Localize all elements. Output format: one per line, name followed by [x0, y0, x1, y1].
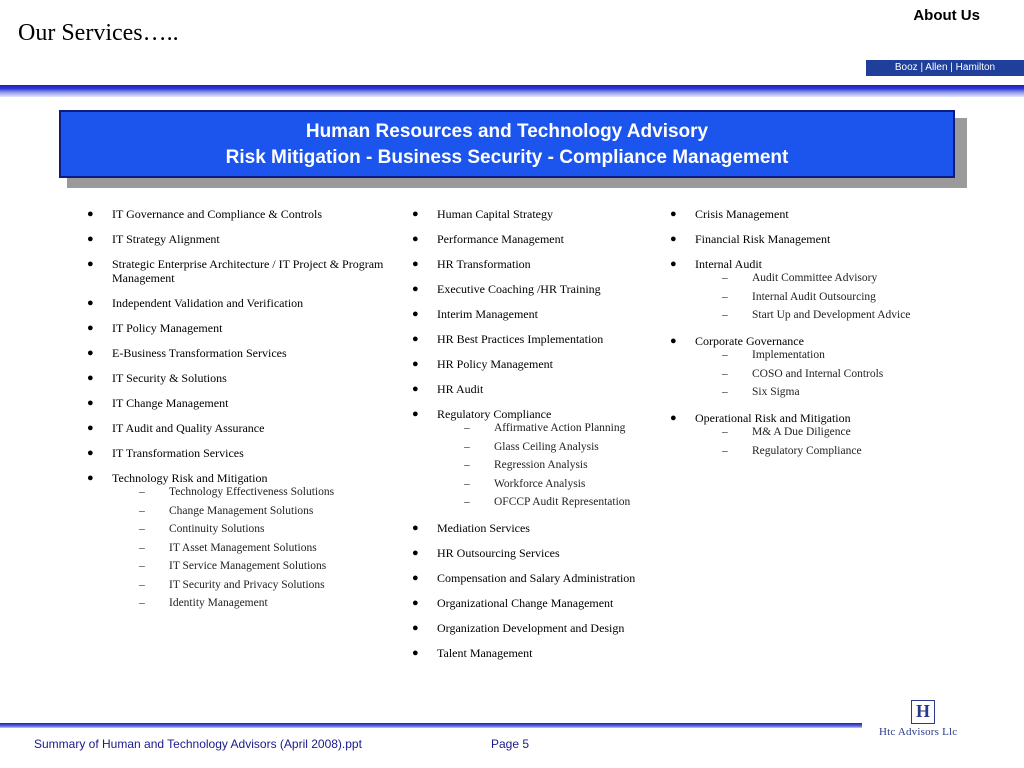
bullet-icon: ●	[87, 422, 94, 434]
banner-line-2: Risk Mitigation - Business Security - Compliance Management	[225, 147, 789, 168]
services-column-hr	[410, 207, 670, 671]
service-item	[410, 332, 670, 346]
dash-icon: –	[722, 309, 728, 321]
logo-name: Htc Advisors Llc	[879, 726, 958, 738]
bullet-icon: ●	[412, 647, 419, 659]
top-divider-bar	[0, 85, 1024, 97]
dash-icon: –	[722, 290, 728, 303]
bullet-icon: ●	[412, 208, 419, 220]
sub-service-label: Audit Committee Advisory	[752, 272, 878, 284]
sub-service-label: M& A Due Diligence	[752, 426, 851, 438]
sub-service-list	[695, 271, 948, 323]
logo-h-icon: H	[911, 700, 935, 724]
service-item	[668, 207, 948, 221]
service-item-label: Interim Management	[437, 307, 538, 321]
bullet-icon: ●	[87, 297, 94, 309]
service-item-label: Mediation Services	[437, 521, 530, 535]
sub-service-list	[437, 421, 670, 510]
service-item-label: Financial Risk Management	[695, 232, 831, 246]
service-item	[410, 546, 670, 560]
sub-service-item	[437, 440, 670, 455]
dash-icon: –	[139, 541, 145, 554]
bullet-icon: ●	[412, 358, 419, 370]
sub-service-item	[112, 559, 385, 574]
bullet-icon: ●	[670, 233, 677, 245]
service-item	[85, 257, 385, 285]
service-item-label: Executive Coaching /HR Training	[437, 282, 601, 296]
bullet-icon: ●	[412, 383, 419, 395]
dash-icon: –	[722, 272, 728, 284]
bullet-icon: ●	[670, 258, 677, 270]
service-item	[410, 596, 670, 610]
about-us-label: About Us	[913, 7, 980, 24]
bullet-icon: ●	[87, 208, 94, 220]
service-item	[668, 232, 948, 246]
service-item-label: Compensation and Salary Administration	[437, 571, 636, 585]
service-item	[85, 321, 385, 335]
sub-service-item	[695, 385, 948, 400]
bullet-icon: ●	[412, 308, 419, 320]
sub-service-item	[112, 541, 385, 556]
bullet-icon: ●	[87, 472, 94, 484]
bullet-icon: ●	[412, 258, 419, 270]
dash-icon: –	[139, 560, 145, 572]
sub-service-label: Start Up and Development Advice	[752, 309, 911, 321]
sub-service-item	[112, 485, 385, 500]
sub-service-label: Regulatory Compliance	[752, 444, 862, 457]
service-item	[85, 232, 385, 246]
sub-service-label: Six Sigma	[752, 386, 800, 398]
service-item-label: Talent Management	[437, 646, 533, 660]
dash-icon: –	[139, 578, 145, 591]
service-item-label: HR Outsourcing Services	[437, 546, 560, 560]
service-item-label: IT Audit and Quality Assurance	[112, 421, 265, 435]
service-item-label: HR Policy Management	[437, 357, 553, 371]
page-title: Our Services…..	[18, 20, 179, 46]
services-banner	[59, 110, 955, 178]
sub-service-item	[695, 367, 948, 382]
sub-service-label: Affirmative Action Planning	[494, 422, 626, 434]
sub-service-label: Change Management Solutions	[169, 504, 314, 517]
service-item-label: Independent Validation and Verification	[112, 296, 304, 310]
services-column-it	[85, 207, 385, 622]
service-item	[410, 646, 670, 660]
banner-line-1: Human Resources and Technology Advisory	[305, 121, 709, 142]
brand-logo-bar: Booz | Allen | Hamilton	[866, 60, 1024, 76]
dash-icon: –	[464, 477, 470, 490]
sub-service-item	[437, 477, 670, 492]
footer-document-name: Summary of Human and Technology Advisors (April 2008).ppt	[34, 737, 362, 751]
bullet-icon: ●	[87, 397, 94, 409]
service-list	[410, 207, 670, 660]
sub-service-item	[695, 308, 948, 323]
sub-service-label: IT Service Management Solutions	[169, 560, 327, 572]
sub-service-label: Glass Ceiling Analysis	[494, 440, 599, 453]
service-item	[85, 421, 385, 435]
sub-service-item	[695, 425, 948, 440]
service-item-label: Human Capital Strategy	[437, 207, 553, 221]
bullet-icon: ●	[412, 408, 419, 420]
dash-icon: –	[722, 349, 728, 361]
sub-service-item	[437, 495, 670, 510]
sub-service-list	[695, 425, 948, 459]
bullet-icon: ●	[670, 412, 677, 424]
service-item	[410, 357, 670, 371]
service-item	[85, 371, 385, 385]
sub-service-item	[695, 290, 948, 305]
bullet-icon: ●	[670, 208, 677, 220]
sub-service-item	[695, 271, 948, 286]
bullet-icon: ●	[87, 233, 94, 245]
sub-service-label: OFCCP Audit Representation	[494, 496, 631, 508]
service-item	[668, 257, 948, 323]
service-item-label: IT Strategy Alignment	[112, 232, 220, 246]
dash-icon: –	[722, 444, 728, 457]
service-item	[85, 446, 385, 460]
service-list	[85, 207, 385, 611]
service-item-label: Performance Management	[437, 232, 564, 246]
dash-icon: –	[139, 504, 145, 517]
bullet-icon: ●	[412, 333, 419, 345]
bullet-icon: ●	[412, 622, 419, 634]
company-logo	[876, 700, 976, 740]
service-item-label: Organization Development and Design	[437, 621, 625, 635]
sub-service-item	[112, 522, 385, 537]
service-item-label: Organizational Change Management	[437, 596, 614, 610]
bullet-icon: ●	[412, 597, 419, 609]
bullet-icon: ●	[87, 322, 94, 334]
service-item	[668, 411, 948, 459]
service-item	[410, 382, 670, 396]
service-item-label: Technology Risk and Mitigation	[112, 471, 268, 485]
dash-icon: –	[464, 459, 470, 471]
sub-service-item	[112, 578, 385, 593]
service-item-label: IT Governance and Compliance & Controls	[112, 207, 323, 221]
bottom-divider-bar	[0, 723, 862, 728]
sub-service-item	[695, 348, 948, 363]
dash-icon: –	[464, 440, 470, 453]
sub-service-label: IT Asset Management Solutions	[169, 541, 317, 554]
bullet-icon: ●	[87, 258, 94, 270]
sub-service-item	[437, 421, 670, 436]
sub-service-label: Regression Analysis	[494, 459, 588, 471]
sub-service-label: Workforce Analysis	[494, 477, 586, 490]
service-item	[85, 207, 385, 221]
service-item	[410, 571, 670, 585]
bullet-icon: ●	[412, 233, 419, 245]
service-item-label: E-Business Transformation Services	[112, 346, 287, 360]
service-item-label: Strategic Enterprise Architecture / IT Project & Program Management	[112, 257, 384, 285]
sub-service-label: IT Security and Privacy Solutions	[169, 578, 325, 591]
dash-icon: –	[139, 486, 145, 498]
sub-service-label: Implementation	[752, 349, 825, 361]
bullet-icon: ●	[87, 447, 94, 459]
dash-icon: –	[722, 386, 728, 398]
sub-service-list	[112, 485, 385, 611]
sub-service-list	[695, 348, 948, 400]
service-item-label: HR Transformation	[437, 257, 531, 271]
dash-icon: –	[139, 523, 145, 535]
service-item	[410, 207, 670, 221]
service-item	[85, 296, 385, 310]
service-item	[410, 232, 670, 246]
service-item	[410, 621, 670, 635]
service-item	[85, 396, 385, 410]
service-item-label: IT Policy Management	[112, 321, 223, 335]
sub-service-item	[695, 444, 948, 459]
service-item-label: Internal Audit	[695, 257, 762, 271]
sub-service-label: Technology Effectiveness Solutions	[169, 486, 335, 498]
service-item	[410, 407, 670, 510]
service-item-label: Operational Risk and Mitigation	[695, 411, 851, 425]
sub-service-label: Internal Audit Outsourcing	[752, 290, 876, 303]
sub-service-label: Continuity Solutions	[169, 523, 265, 535]
service-item-label: Crisis Management	[695, 207, 789, 221]
service-list	[668, 207, 948, 459]
dash-icon: –	[139, 597, 145, 609]
sub-service-item	[112, 596, 385, 611]
bullet-icon: ●	[412, 547, 419, 559]
bullet-icon: ●	[412, 283, 419, 295]
service-item	[410, 307, 670, 321]
service-item	[410, 521, 670, 535]
service-item-label: IT Transformation Services	[112, 446, 244, 460]
sub-service-label: Identity Management	[169, 597, 268, 609]
service-item	[85, 471, 385, 611]
bullet-icon: ●	[412, 572, 419, 584]
bullet-icon: ●	[670, 335, 677, 347]
bullet-icon: ●	[412, 522, 419, 534]
dash-icon: –	[722, 367, 728, 380]
bullet-icon: ●	[87, 347, 94, 359]
service-item-label: IT Change Management	[112, 396, 229, 410]
services-column-risk	[668, 207, 948, 470]
footer-page-number: Page 5	[491, 737, 530, 751]
dash-icon: –	[464, 422, 470, 434]
dash-icon: –	[464, 496, 470, 508]
bullet-icon: ●	[87, 372, 94, 384]
sub-service-item	[437, 458, 670, 473]
dash-icon: –	[722, 426, 728, 438]
service-item-label: IT Security & Solutions	[112, 371, 227, 385]
service-item-label: HR Audit	[437, 382, 484, 396]
service-item	[410, 282, 670, 296]
sub-service-label: COSO and Internal Controls	[752, 367, 884, 380]
sub-service-item	[112, 504, 385, 519]
service-item	[85, 346, 385, 360]
service-item	[668, 334, 948, 400]
service-item-label: Corporate Governance	[695, 334, 804, 348]
service-item-label: HR Best Practices Implementation	[437, 332, 604, 346]
service-item-label: Regulatory Compliance	[437, 407, 552, 421]
service-item	[410, 257, 670, 271]
